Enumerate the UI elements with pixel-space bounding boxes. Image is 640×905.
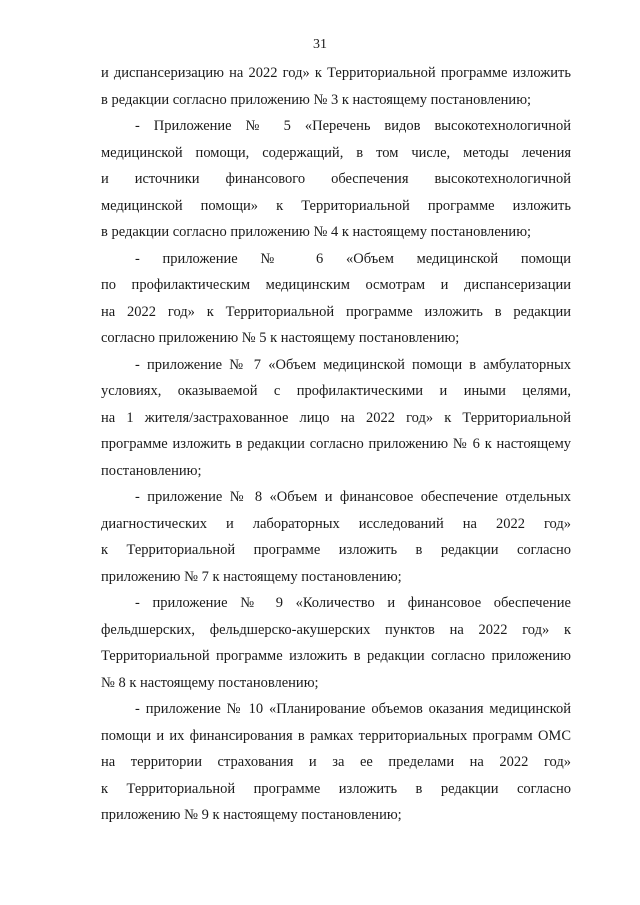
text-line: фельдшерских, фельдшерско-акушерских пунктов на 2022 год» к	[101, 621, 571, 638]
text-line: диагностических и лабораторных исследований на 2022 год»	[101, 515, 571, 532]
text-line: на 2022 год» к Территориальной программе изложить в редакции	[101, 303, 571, 320]
document-body	[101, 60, 571, 829]
text-line: - приложение № 9 «Количество и финансовое обеспечение	[135, 595, 571, 611]
text-line: - приложение № 6 «Объем медицинской помощи	[135, 250, 571, 267]
text-line: - приложение № 8 «Объем и финансовое обеспечение отдельных	[135, 489, 571, 505]
text-line: приложению № 9 к настоящему постановлению;	[101, 807, 402, 823]
text-line: - приложение № 7 «Объем медицинской помощи в амбулаторных	[135, 356, 571, 373]
text-line: - приложение № 10 «Планирование объемов оказания медицинской	[135, 701, 571, 717]
text-line: медицинской помощи, содержащий, в том числе, методы лечения	[101, 144, 571, 161]
text-line: по профилактическим медицинским осмотрам и диспансеризации	[101, 277, 571, 293]
text-line: и источники финансового обеспечения высокотехнологичной	[101, 171, 571, 187]
text-line: Территориальной программе изложить в редакции согласно приложению	[101, 648, 571, 664]
text-line: медицинской помощи» к Территориальной программе изложить	[101, 197, 571, 214]
text-line: - Приложение № 5 «Перечень видов высокотехнологичной	[135, 118, 571, 134]
text-line: программе изложить в редакции согласно приложению № 6 к настоящему	[101, 436, 571, 452]
text-line: на 1 жителя/застрахованное лицо на 2022 год» к Территориальной	[101, 409, 571, 426]
text-line: к Территориальной программе изложить в редакции согласно	[101, 542, 571, 558]
text-line: и диспансеризацию на 2022 год» к Территориальной программе изложить	[101, 65, 571, 81]
text-line: согласно приложению № 5 к настоящему постановлению;	[101, 330, 460, 346]
text-line: условиях, оказываемой с профилактическими и иными целями,	[101, 383, 571, 399]
text-line: на территории страхования и за ее пределами на 2022 год»	[101, 754, 571, 770]
text-line: к Территориальной программе изложить в редакции согласно	[101, 780, 571, 797]
text-line: приложению № 7 к настоящему постановлению;	[101, 568, 402, 585]
text-line: № 8 к настоящему постановлению;	[101, 674, 319, 691]
text-line: в редакции согласно приложению № 3 к настоящему постановлению;	[101, 91, 532, 108]
text-line: помощи и их финансирования в рамках территориальных программ ОМС	[101, 727, 571, 744]
text-line: постановлению;	[101, 462, 202, 479]
page-number: 31	[313, 37, 327, 52]
text-line: в редакции согласно приложению № 4 к настоящему постановлению;	[101, 224, 532, 240]
